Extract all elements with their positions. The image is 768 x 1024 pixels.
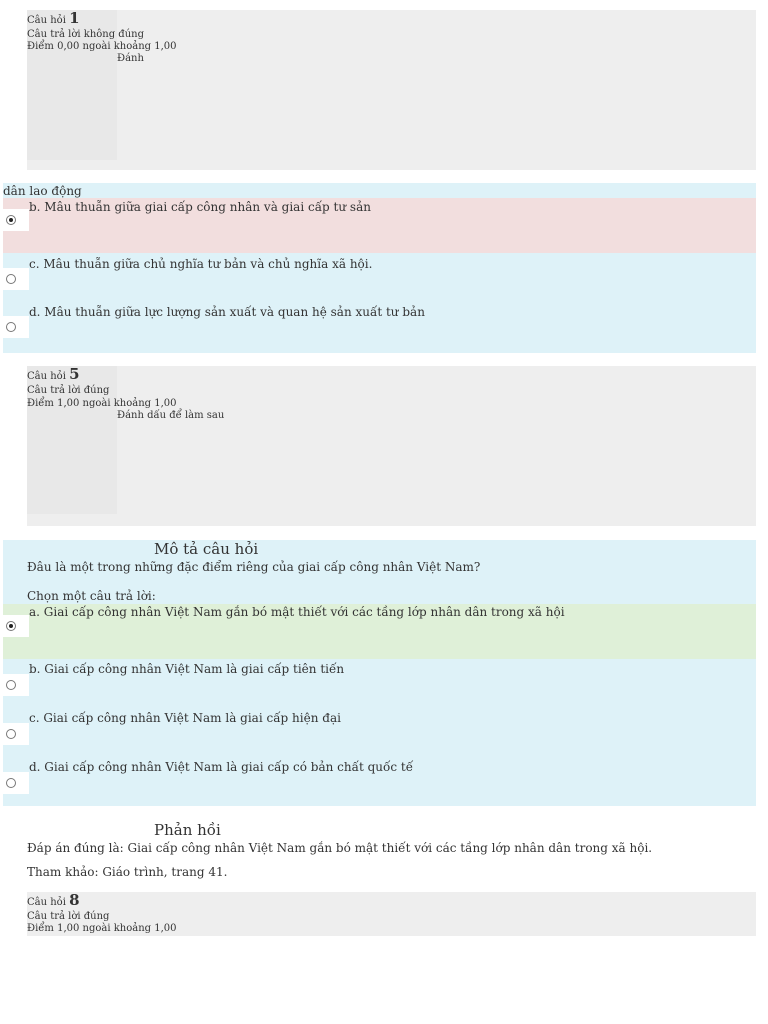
feedback-reference: Tham khảo: Giáo trình, trang 41. <box>27 865 228 879</box>
question-8-grade: Điểm 1,00 ngoài khoảng 1,00 <box>27 923 177 934</box>
question-description-heading: Mô tả câu hỏi <box>154 540 259 558</box>
question-5-info <box>27 366 756 526</box>
question-label-text: Câu hỏi <box>27 15 66 26</box>
answer-option-text: d. Giai cấp công nhân Việt Nam là giai cấp có bản chất quốc tế <box>29 760 414 774</box>
radio-button[interactable] <box>6 274 16 284</box>
radio-button[interactable] <box>6 322 16 332</box>
radio-button[interactable] <box>6 729 16 739</box>
question-5-flag[interactable]: Đánh dấu để làm sau <box>117 410 225 421</box>
question-number: 8 <box>69 891 80 909</box>
question-8-label <box>27 891 80 909</box>
question-1-grade: Điểm 0,00 ngoài khoảng 1,00 <box>27 41 177 52</box>
radio-box <box>3 316 29 338</box>
question-text: Đâu là một trong những đặc điểm riêng của giai cấp công nhân Việt Nam? <box>27 560 481 574</box>
radio-button[interactable] <box>6 778 16 788</box>
radio-button[interactable] <box>6 680 16 690</box>
radio-box <box>3 772 29 794</box>
answer-option-text: b. Giai cấp công nhân Việt Nam là giai cấp tiên tiến <box>29 662 345 676</box>
answer-prompt: Chọn một câu trả lời: <box>27 589 156 603</box>
answer-option-d[interactable] <box>3 303 756 348</box>
question-8-status: Câu trả lời đúng <box>27 911 110 922</box>
answer-option-d[interactable] <box>3 759 756 804</box>
answer-option-text: c. Mâu thuẫn giữa chủ nghĩa tư bản và chủ nghĩa xã hội. <box>29 257 373 271</box>
answer-option-text: c. Giai cấp công nhân Việt Nam là giai cấp hiện đại <box>29 711 341 725</box>
radio-box <box>3 209 29 231</box>
radio-box <box>3 615 29 637</box>
question-label-text: Câu hỏi <box>27 371 66 382</box>
question-number: 5 <box>69 365 80 383</box>
answer-option-c[interactable] <box>3 255 756 300</box>
answer-option-a[interactable] <box>3 604 756 659</box>
question-1-info <box>27 10 756 170</box>
question-1-label <box>27 9 80 27</box>
question-1-status: Câu trả lời không đúng <box>27 29 144 40</box>
answer-option-text: a. Giai cấp công nhân Việt Nam gắn bó mật thiết với các tầng lớp nhân dân trong xã hội <box>29 605 565 619</box>
answer-option-text: b. Mâu thuẫn giữa giai cấp công nhân và giai cấp tư sản <box>29 200 371 214</box>
answer-option-c[interactable] <box>3 710 756 755</box>
question-label-text: Câu hỏi <box>27 897 66 908</box>
question-number: 1 <box>69 9 80 27</box>
question-5-label <box>27 365 80 383</box>
question-5-grade: Điểm 1,00 ngoài khoảng 1,00 <box>27 398 177 409</box>
question-8-info <box>27 892 756 936</box>
partial-option-text: dân lao động <box>3 184 82 198</box>
radio-button[interactable] <box>6 215 16 225</box>
answer-option-b[interactable] <box>3 661 756 706</box>
answer-option-b[interactable] <box>3 198 756 253</box>
feedback-answer: Đáp án đúng là: Giai cấp công nhân Việt Nam gắn bó mật thiết với các tầng lớp nhân dân trong xã hội. <box>27 841 653 855</box>
radio-box <box>3 268 29 290</box>
question-4-answer-block <box>3 183 756 353</box>
question-1-flag[interactable]: Đánh <box>117 53 144 64</box>
feedback-heading: Phản hồi <box>154 821 221 839</box>
radio-box <box>3 674 29 696</box>
question-5-content <box>3 540 756 806</box>
answer-option-text: d. Mâu thuẫn giữa lực lượng sản xuất và quan hệ sản xuất tư bản <box>29 305 425 319</box>
question-5-status: Câu trả lời đúng <box>27 385 110 396</box>
radio-button[interactable] <box>6 621 16 631</box>
radio-box <box>3 723 29 745</box>
